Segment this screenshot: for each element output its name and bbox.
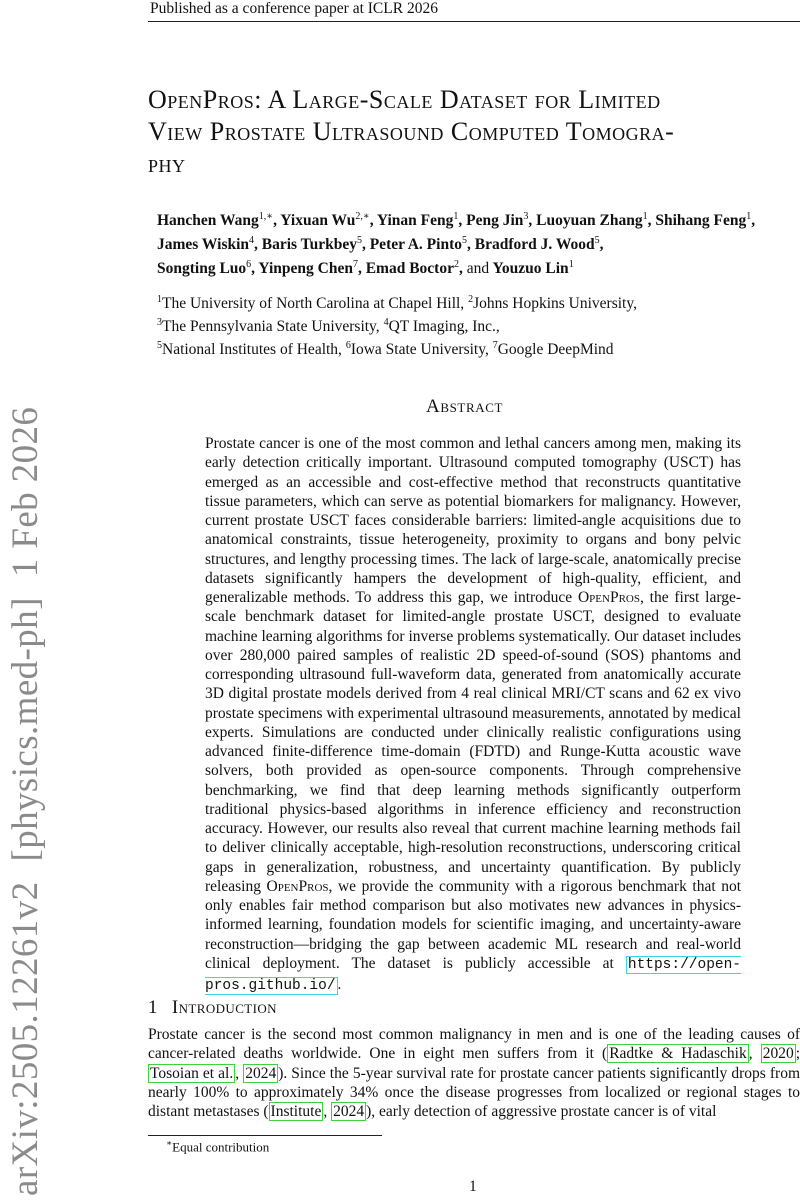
page-number: 1	[469, 1178, 477, 1195]
introduction-paragraph	[148, 1025, 800, 1121]
author-name: Yinpeng Chen	[258, 260, 353, 278]
author-sup: 3	[523, 211, 529, 222]
author-name: Peter A. Pinto	[369, 236, 462, 254]
affil-sup: 1	[157, 294, 162, 305]
dataset-url-link[interactable]: https://open-pros.github.io/	[205, 956, 741, 994]
affiliation: The University of North Carolina at Chapel Hill,	[162, 295, 465, 313]
author-sup: 1	[453, 211, 459, 222]
title-line-1: OpenPros: A Large-Scale Dataset for Limited	[148, 85, 661, 114]
citation-sep: ,	[323, 1103, 332, 1120]
author-sup: 6	[246, 259, 252, 271]
author-list	[157, 207, 800, 279]
author-sup: 5	[594, 235, 600, 247]
author-line-3: Songting Luo$^6$, Yinpeng Chen$^7$, Emad Boctor$^2$, and Youzuo Lin$^1$	[157, 259, 574, 278]
arxiv-id: arXiv:2505.12261v2	[5, 881, 46, 1196]
affiliation-line-3	[157, 336, 797, 359]
abstract-text: , the first large-scale benchmark dataset for limited-angle prostate USCT, designed to evaluate machine learning algorithms for inverse problems systematically. Our dataset includes over 280,000 paired samples of realistic 2D speed-of-sound (SOS) phantoms and corresponding ultrasound full-waveform data, generated from anatomically accurate 3D digital prostate models derived from 4 real clinical MRI/CT scans and 62 ex vivo prostate specimens with experimental ultrasound measurements, annotated by medical experts. Simulations are conducted under clinically realistic configurations using advanced finite-difference time-domain (FDTD) and Runge-Kutta acoustic wave solvers, both provided as open-source components. Through comprehensive benchmarking, we find that deep learning methods significantly outperform traditional physics-based algorithms in inference efficiency and reconstruction accuracy. However, our results also reveal that current machine learning methods fail to deliver clinically acceptable, high-resolution reconstructions, underscoring critical gaps in generalization, robustness, and uncertainty quantification. By publicly releasing	[205, 589, 741, 895]
author-line-2: James Wiskin$^4$, Baris Turkbey$^5$, Peter A. Pinto$^5$, Bradford J. Wood$^5$,	[157, 235, 604, 254]
author-sup: 5	[356, 235, 362, 247]
author-sup: 1	[642, 211, 648, 222]
abstract-text: , we provide the community with a rigorous benchmark that not only enables fair method comparison but also motivates new advances in physics-informed learning, foundation models for scientific imaging, and uncertainty-aware reconstruction—bridging the gap between academic ML research and real-world clinical deployment. The dataset is publicly accessible at	[205, 877, 741, 972]
arxiv-category: [physics.med-ph]	[5, 597, 46, 862]
abstract-text: Prostate cancer is one of the most common and lethal cancers among men, making its early detection critically important. Ultrasound computed tomography (USCT) has emerged as an accessible and cost-effective method that reconstructs quantitative tissue parameters, which can serve as potential biomarkers for malignancy. However, current prostate USCT faces considerable barriers: limited-angle acquisitions due to anatomical constraints, tissue heterogeneity, proximity to organs and bony pelvic structures, and lengthy processing times. The lack of large-scale, anatomically precise datasets significantly hampers the development of high-quality, efficient, and generalizable methods. To address this gap, we introduce	[205, 435, 741, 606]
running-header: Published as a conference paper at ICLR 2026	[150, 0, 438, 17]
affiliation: The Pennsylvania State University,	[162, 318, 380, 336]
abstract-heading: Abstract	[426, 396, 504, 417]
author-name: Baris Turkbey	[261, 236, 357, 254]
author-name: Yinan Feng	[376, 212, 454, 230]
author-sup: 2,∗	[355, 211, 370, 222]
header-rule	[148, 21, 800, 22]
affil-sup: 4	[383, 317, 389, 329]
citation-link[interactable]: 2024	[245, 1064, 277, 1082]
author-line-1: Hanchen Wang$^{1,∗}$, Yixuan $Wu^{2,∗}$, Yinan Feng$^1$, Peng Jin$^3$, Luoyuan Zhang$^1$, Shihang Feng$^1$,	[157, 211, 756, 230]
citation-link[interactable]: 2024	[333, 1103, 365, 1120]
affiliation-line-2	[157, 313, 797, 336]
author-name: Songting Luo	[157, 260, 247, 278]
author-name: Hanchen Wang	[157, 212, 259, 230]
author-name: Bradford J. Wood	[474, 236, 595, 254]
author-name: James Wiskin	[157, 236, 250, 254]
author-sup: 7	[352, 259, 358, 271]
citation-link[interactable]: Radtke & Hadaschik	[609, 1045, 747, 1063]
paper-title	[148, 84, 800, 180]
author-name: Youzuo Lin	[492, 260, 569, 278]
author-sup: 1	[746, 211, 752, 222]
author-name: Emad Boctor	[365, 260, 454, 278]
section-title: Introduction	[171, 997, 277, 1018]
affiliation: Johns Hopkins University,	[473, 295, 637, 313]
citation-sep: ;	[795, 1045, 800, 1063]
citation-sep: ,	[748, 1045, 761, 1063]
footnote-rule	[148, 1135, 382, 1136]
section-number: 1	[148, 997, 158, 1018]
abstract-body	[205, 434, 741, 996]
affil-sup: 5	[157, 340, 162, 352]
intro-text: Prostate cancer is the second most common malignancy in men and is one of the leading causes of cancer-related deaths worldwide. One in eight men suffers from it (	[148, 1026, 800, 1063]
author-sup: 1	[568, 259, 574, 271]
citation-link[interactable]: Institute	[270, 1103, 322, 1120]
affil-sup: 6	[345, 340, 351, 352]
intro-text: ), early detection of aggressive prostate cancer is of vital	[366, 1103, 717, 1120]
author-sup: 2	[453, 259, 459, 271]
affiliation: Iowa State University,	[350, 341, 489, 359]
dataset-name: OpenPros	[266, 877, 329, 895]
author-name: Shihang Feng	[655, 212, 747, 230]
author-sup: 1,∗	[258, 211, 274, 222]
arxiv-sidebar-stamp	[4, 407, 47, 1196]
intro-text: ). Since the 5-year survival rate for prostate cancer patients significantly drops from nearly 100% to approximately 34% once the disease progresses from localized or regional stages to distant metastases (	[148, 1064, 800, 1120]
abstract-end: .	[337, 976, 342, 993]
citation-sep: ,	[235, 1064, 244, 1082]
citation-link[interactable]: 2020	[762, 1045, 794, 1063]
affiliation-list	[157, 290, 797, 359]
footnote-text: Equal contribution	[172, 1139, 270, 1155]
section-heading	[148, 997, 277, 1019]
title-line-3: phy	[148, 149, 186, 178]
affiliation: National Institutes of Health,	[162, 341, 342, 359]
affiliation-line-1	[157, 290, 797, 313]
footnote-mark: ∗	[166, 1138, 173, 1148]
author-name: Peng Jin	[466, 212, 524, 230]
citation-link[interactable]: Tosoian et al.	[150, 1064, 234, 1082]
affil-sup: 7	[492, 340, 498, 352]
affiliation: QT Imaging, Inc.,	[388, 318, 500, 336]
author-name: Yixuan Wu	[280, 212, 356, 230]
and-word: and	[466, 260, 490, 278]
affil-sup: 2	[468, 294, 474, 305]
author-sup: 4	[249, 235, 255, 247]
title-line-2: View Prostate Ultrasound Computed Tomogra-	[148, 117, 675, 146]
dataset-name: OpenPros	[577, 589, 640, 606]
affil-sup: 3	[157, 317, 162, 329]
arxiv-date: 1 Feb 2026	[5, 406, 46, 578]
author-name: Luoyuan Zhang	[536, 212, 643, 230]
affiliation: Google DeepMind	[497, 341, 614, 359]
footnote	[166, 1138, 269, 1155]
author-sup: 5	[461, 235, 467, 247]
